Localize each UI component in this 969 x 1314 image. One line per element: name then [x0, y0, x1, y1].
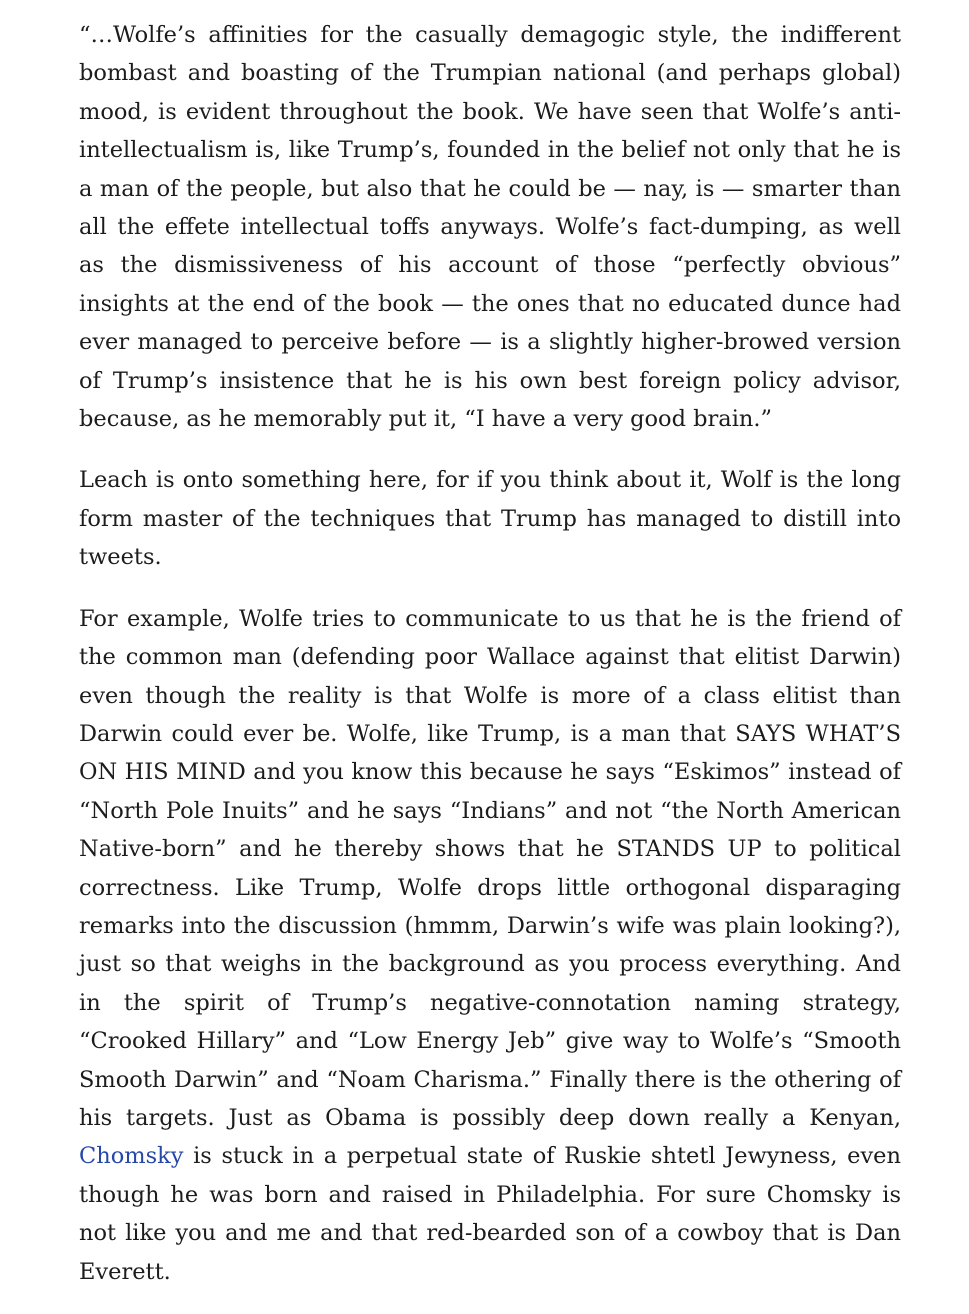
quoted-passage [79, 16, 901, 438]
commentary-paragraph-text: Leach is onto something here, for if you think about it, Wolf is the long form master of the techniques that Trump has managed to distill into tweets. [79, 467, 901, 571]
example-paragraph-text-after-link: is stuck in a perpetual state of Ruskie shtetl Jewyness, even though he was born and raised in Philadelphia. For sure Chomsky is not like you and me and that red-bearded son of a cowboy that is Dan Everett. [79, 1143, 901, 1285]
chomsky-link[interactable]: Chomsky [79, 1143, 184, 1170]
example-paragraph [79, 600, 901, 1291]
commentary-paragraph [79, 461, 901, 576]
quoted-passage-text: “…Wolfe’s affinities for the casually demagogic style, the indifferent bombast and boasting of the Trumpian national (and perhaps global) mood, is evident throughout the book. We have seen that Wolfe’s anti-intellectualism is, like Trump’s, founded in the belief not only that he is a man of the people, but also that he could be — nay, is — smarter than all the effete intellectual toffs anyways. Wolfe’s fact-dumping, as well as the dismissiveness of his account of those “perfectly obvious” insights at the end of the book — the ones that no educated dunce had ever managed to perceive before — is a slightly higher-browed version of Trump’s insistence that he is his own best foreign policy advisor, because, as he memorably put it, “I have a very good brain.” [79, 22, 901, 433]
example-paragraph-text-before-link: For example, Wolfe tries to communicate to us that he is the friend of the common man (defending poor Wallace against that elitist Darwin) even though the reality is that Wolfe is more of a class elitist than Darwin could ever be. Wolfe, like Trump, is a man that SAYS WHAT’S ON HIS MIND and you know this because he says “Eskimos” instead of “North Pole Inuits” and he says “Indians” and not “the North American Native-born” and he thereby shows that he STANDS UP to political correctness. Like Trump, Wolfe drops little orthogonal disparaging remarks into the discussion (hmmm, Darwin’s wife was plain looking?), just so that weighs in the background as you process everything. And in the spirit of Trump’s negative-connotation naming strategy, “Crooked Hillary” and “Low Energy Jeb” give way to Wolfe’s “Smooth Smooth Darwin” and “Noam Charisma.” Finally there is the othering of his targets. Just as Obama is possibly deep down really a Kenyan, [79, 605, 901, 1131]
article-body [79, 16, 901, 1314]
